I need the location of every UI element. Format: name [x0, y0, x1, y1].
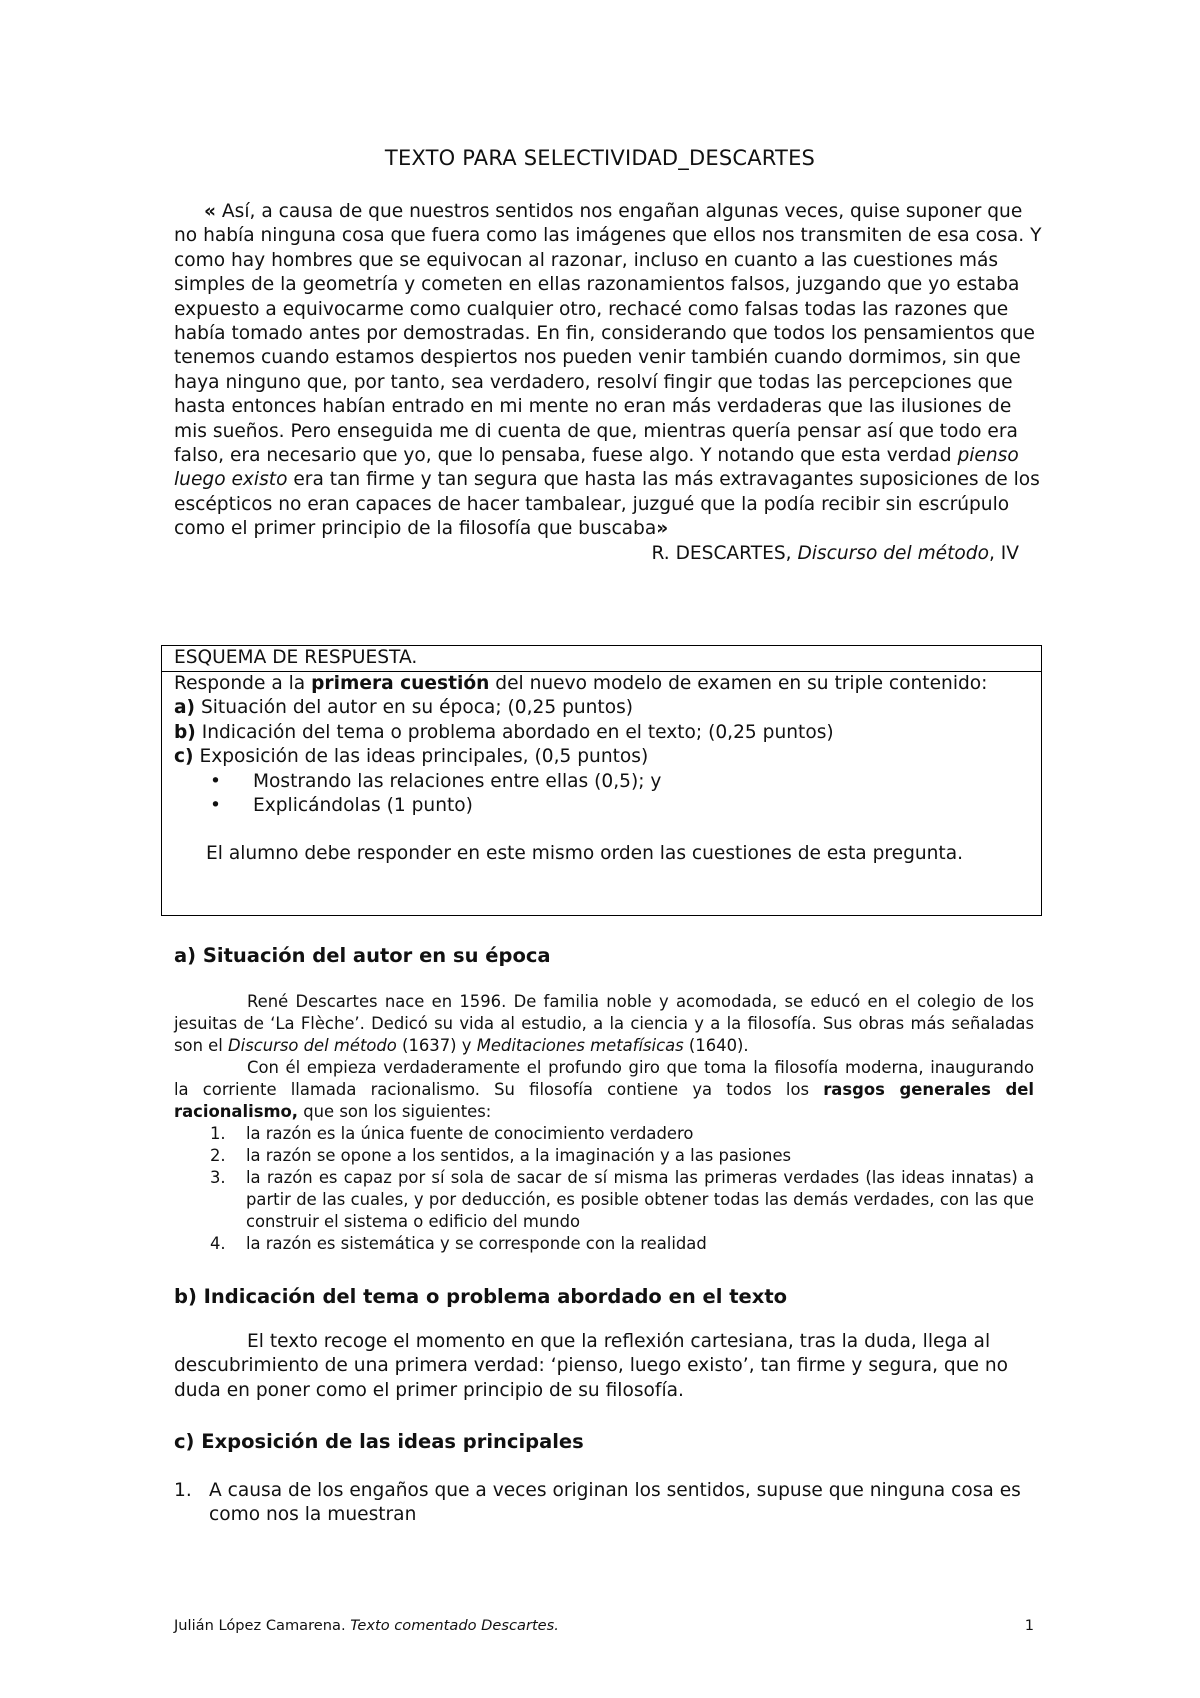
list-number: 3.: [210, 1168, 226, 1187]
section-b-paragraph: El texto recoge el momento en que la reflexión cartesiana, tras la duda, llega al descubrimiento de una primera verdad: ‘pienso, luego existo’, tan firme y segura, que no duda en poner como el primer principio de su filosofía.: [174, 1331, 1008, 1401]
page-footer: [174, 1617, 1034, 1634]
box-item-b-text: Indicación del tema o problema abordado en el texto; (0,25 puntos): [195, 721, 834, 743]
box-intro-text: Responde a la: [174, 673, 312, 694]
section-a-paragraph-2: [174, 1057, 1034, 1123]
box-item-b-label: b): [174, 721, 196, 743]
bullet-icon: •: [210, 770, 221, 792]
section-a-p1-text-2: (1637) y: [396, 1036, 477, 1055]
bullet-icon: •: [210, 795, 221, 817]
ideas-list: [174, 1479, 1044, 1528]
box-item-a: [174, 696, 1029, 720]
quote-paragraph: [174, 200, 1044, 542]
list-number: 2.: [210, 1146, 226, 1165]
section-b-body: [174, 1330, 1044, 1403]
box-item-c-label: c): [174, 746, 194, 768]
box-item-c: [174, 745, 1029, 769]
page-number: 1: [1024, 1617, 1034, 1634]
box-body: [162, 672, 1041, 867]
quote-italic: pienso luego existo: [174, 445, 1019, 491]
source-work: Discurso del método: [797, 542, 989, 564]
list-item: [174, 1123, 1034, 1145]
list-item: [174, 1233, 1034, 1255]
page-title: TEXTO PARA SELECTIVIDAD_DESCARTES: [384, 146, 816, 170]
box-item-a-text: Situación del autor en su época; (0,25 puntos): [195, 697, 634, 719]
bullet-item: [174, 770, 1029, 794]
quote-text-1: Así, a causa de que nuestros sentidos nos engañan algunas veces, quise suponer que no había ninguna cosa que fuera como las imágenes que ellos nos transmiten de esa cosa. Y como hay hombres que se equivocan al razonar, incluso en cuanto a las cuestiones más simples de la geometría y cometen en ellas razonamientos falsos, juzgando que yo estaba expuesto a equivocarme como cualquier otro, rechacé como falsas todas las razones que había tomado antes por demostradas. En fin, considerando que todos los pensamientos que tenemos cuando estamos despiertos nos pueden venir también cuando dormimos, sin que haya ninguno que, por tanto, sea verdadero, resolví fingir que todas las percepciones que hasta entonces habían entrado en mi mente no eran más verdaderas que las ilusiones de mis sueños. Pero enseguida me di cuenta de que, mientras quería pensar así que todo era falso, era necesario que yo, que lo pensaba, fuese algo. Y notando que esta verdad: [174, 201, 1042, 467]
list-number: 4.: [210, 1234, 226, 1253]
section-a-body: [174, 991, 1034, 1255]
bullet-item: [174, 794, 1029, 818]
section-c-heading: c) Exposición de las ideas principales: [174, 1430, 584, 1453]
section-a-p1-text-3: (1640).: [683, 1036, 749, 1055]
list-item: [174, 1145, 1034, 1167]
quote-close-mark: »: [656, 518, 669, 540]
section-a-p2-text: Con él empieza verdaderamente el profundo giro que toma la filosofía moderna, inaugurando la corriente llamada racionalismo. Su filosofía contiene ya todos los: [174, 1058, 1034, 1099]
list-text: A causa de los engaños que a veces originan los sentidos, supuse que ninguna cosa es como nos la muestran: [209, 1480, 1021, 1526]
box-note: El alumno debe responder en este mismo orden las cuestiones de esta pregunta.: [206, 843, 964, 865]
bullet-text: Mostrando las relaciones entre ellas (0,5); y: [253, 770, 662, 792]
box-header: ESQUEMA DE RESPUESTA.: [162, 646, 1041, 672]
section-b-heading: b) Indicación del tema o problema abordado en el texto: [174, 1285, 788, 1308]
section-a-heading: a) Situación del autor en su época: [174, 944, 551, 967]
list-text: la razón se opone a los sentidos, a la imaginación y a las pasiones: [246, 1146, 792, 1165]
quote-open-mark: «: [204, 201, 217, 222]
section-c-body: [174, 1479, 1044, 1528]
section-a-work-1: Discurso del método: [228, 1036, 397, 1055]
bullet-text: Explicándolas (1 punto): [253, 795, 473, 817]
answer-scheme-box: [161, 645, 1042, 916]
list-number: 1.: [210, 1124, 226, 1143]
section-a-p2-bold: rasgos generales del racionalismo,: [174, 1080, 1034, 1121]
list-item: [174, 1167, 1034, 1233]
list-text: la razón es la única fuente de conocimiento verdadero: [246, 1124, 694, 1143]
source-author: R. DESCARTES,: [651, 542, 798, 564]
box-intro-text-2: del nuevo modelo de examen en su triple contenido:: [489, 673, 988, 694]
rationalism-list: [174, 1123, 1034, 1255]
source-part: , IV: [988, 542, 1019, 564]
box-intro: [174, 672, 1029, 696]
section-a-work-2: Meditaciones metafísicas: [476, 1036, 684, 1055]
box-item-b: [174, 721, 1029, 745]
descartes-quote: [174, 200, 1044, 566]
list-item: [174, 1479, 1044, 1528]
list-number: 1.: [174, 1480, 192, 1501]
quote-text-2: era tan firme y tan segura que hasta las más extravagantes suposiciones de los escépticos no eran capaces de hacer tambalear, juzgué que la podía recibir sin escrúpulo como el primer principio de la filosofía que buscaba: [174, 469, 1040, 540]
footer-author: Julián López Camarena.: [174, 1617, 351, 1634]
box-item-c-text: Exposición de las ideas principales, (0,5 puntos): [193, 746, 649, 768]
section-a-paragraph-1: [174, 991, 1034, 1057]
section-a-p1-text: René Descartes nace en 1596. De familia noble y acomodada, se educó en el colegio de los jesuitas de ‘La Flèche’. Dedicó su vida al estudio, a la ciencia y a la filosofía. Sus obras más señaladas son el: [174, 992, 1034, 1055]
box-intro-bold: primera cuestión: [311, 673, 490, 694]
list-text: la razón es capaz por sí sola de sacar de sí misma las primeras verdades (las ideas innatas) a partir de las cuales, y por deducción, es posible obtener todas las demás verdades, con las que construir el sistema o edificio del mundo: [246, 1168, 1034, 1231]
quote-source: [174, 542, 1044, 566]
list-text: la razón es sistemática y se corresponde con la realidad: [246, 1234, 707, 1253]
box-item-a-label: a): [174, 697, 196, 719]
section-a-p2-text-2: que son los siguientes:: [298, 1102, 492, 1121]
footer-work: Texto comentado Descartes.: [350, 1617, 559, 1634]
